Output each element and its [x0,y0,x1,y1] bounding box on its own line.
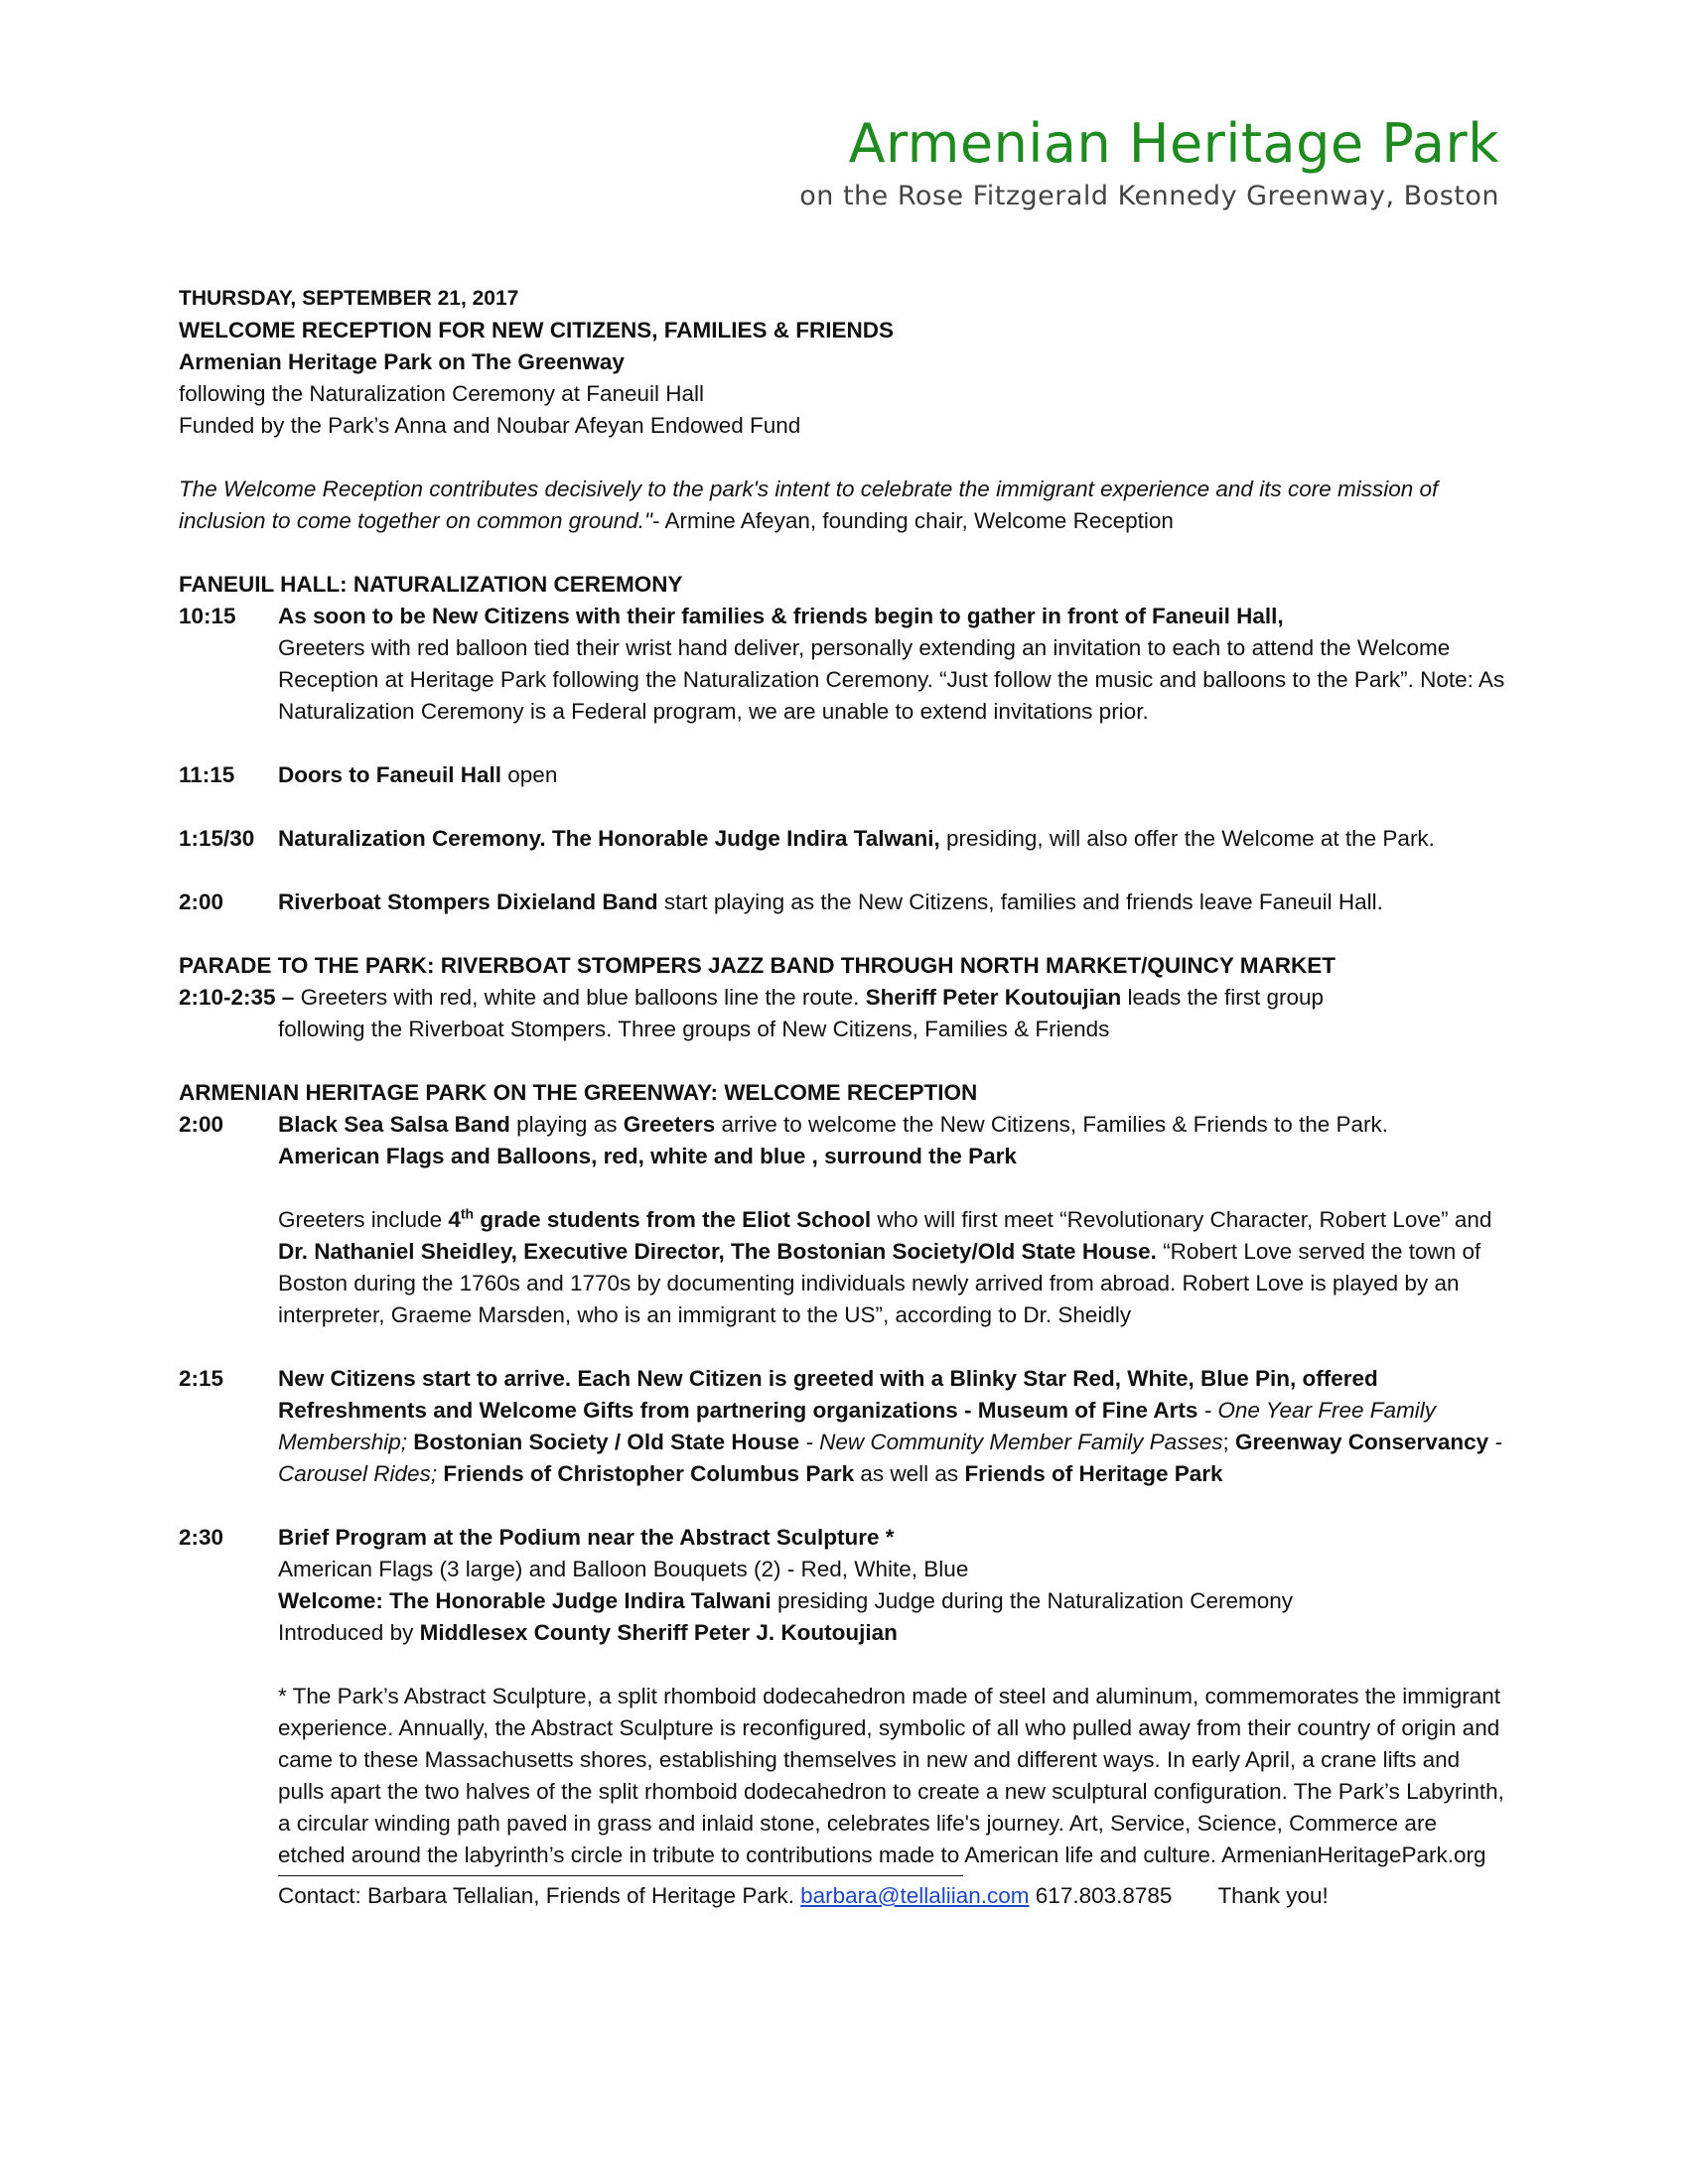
schedule-italic: - Carousel Rides; [278,1430,1502,1486]
schedule-text: leads the first group [1121,985,1325,1010]
schedule-highlight: Middlesex County Sheriff Peter J. Koutoujian [419,1620,898,1645]
schedule-highlight: Brief Program at the Podium near the Abstract Sculpture * [278,1525,895,1550]
schedule-time: 10:15 [179,604,236,628]
schedule-item [179,1522,1509,1649]
schedule-highlight: Riverboat Stompers Dixieland Band [278,889,658,914]
schedule-text: presiding, will also offer the Welcome at the Park. [939,826,1435,851]
schedule-text: open [501,762,558,787]
quote-block [179,474,1509,537]
schedule-text: playing as [509,1112,624,1137]
quote-text: The Welcome Reception contributes decisively to the park's intent to celebrate the immigrant experience and its core mission of inclusion to come together on common ground." [179,477,1439,533]
event-title: WELCOME RECEPTION FOR NEW CITIZENS, FAMILIES & FRIENDS [179,318,895,342]
event-funding: Funded by the Park’s Anna and Noubar Afeyan Endowed Fund [179,413,801,438]
schedule-text: presiding Judge during the Naturalization Ceremony [771,1588,1294,1613]
letterhead [799,112,1499,211]
schedule-highlight: Welcome: The Honorable Judge Indira Talwani [278,1588,772,1613]
schedule-highlight: Greenway Conservancy [1234,1430,1489,1454]
paragraph-highlight: grade students from the Eliot School [474,1207,872,1232]
superscript: th [460,1205,475,1222]
schedule-text: American Flags (3 large) and Balloon Bouquets (2) - Red, White, Blue [278,1557,969,1581]
schedule-time: 2:00 [179,1112,224,1137]
schedule-text: ; [1222,1430,1235,1454]
schedule-item [179,601,1509,728]
schedule-highlight: As soon to be New Citizens with their families & friends begin to gather in front of Faneuil Hall, [278,604,1284,628]
section-heading: FANEUIL HALL: NATURALIZATION CEREMONY [179,572,683,597]
schedule-text: Introduced by [278,1620,420,1645]
schedule-time: 2:00 [179,889,224,914]
schedule-time: 1:15/30 [179,826,255,851]
parade-item [179,982,1509,1014]
schedule-highlight: Bostonian Society / Old State House [407,1430,806,1454]
event-date: THURSDAY, SEPTEMBER 21, 2017 [179,287,519,310]
schedule-highlight: Friends of Christopher Columbus Park [437,1461,855,1486]
schedule-highlight: Greeters [623,1112,716,1137]
schedule-text: arrive to welcome the New Citizens, Families & Friends to the Park. [715,1112,1389,1137]
schedule-time: 11:15 [179,762,235,787]
schedule-highlight: Doors to Faneuil Hall [278,762,502,787]
paragraph-text: “Robert Love served the town of Boston during the 1760s and 1770s by documenting individuals newly arrived from abroad. Robert Love is played by an interpreter, Graeme Marsden, who is an immigrant to the US”, according to Dr. Sheidly [278,1239,1481,1327]
schedule-desc [278,601,1509,728]
quote-attribution: - Armine Afeyan, founding chair, Welcome Reception [652,508,1174,533]
paragraph-highlight: 4 [448,1207,461,1232]
section-heading: ARMENIAN HERITAGE PARK ON THE GREENWAY: WELCOME RECEPTION [179,1080,978,1105]
paragraph-text: Greeters include [278,1207,449,1232]
schedule-item [179,1363,1509,1490]
schedule-highlight: Naturalization Ceremony. The Honorable Judge Indira Talwani, [278,826,940,851]
thank-you-text: Thank you! [1217,1883,1329,1908]
schedule-text: Greeters with red, white and blue balloons line the route. [294,985,866,1010]
schedule-text: start playing as the New Citizens, families and friends leave Faneuil Hall. [657,889,1383,914]
paragraph-highlight: Dr. Nathaniel Sheidley, Executive Director, The Bostonian Society/Old State House. [278,1239,1157,1264]
schedule-highlight: Black Sea Salsa Band [278,1112,510,1137]
document-body [179,283,1509,1912]
schedule-text: Greeters with red balloon tied their wrist hand deliver, personally extending an invitation to each to attend the Welcome Reception at Heritage Park following the Naturalization Ceremony. “Just follow the music and balloons to the Park”. Note: As Naturalization Ceremony is a Federal program, we are unable to extend invitations prior. [278,635,1505,724]
schedule-highlight: New Citizens start to arrive. Each New Citizen is greeted with a Blinky Star Red, White, Blue Pin, offered Refreshments and Welcome Gifts from partnering organizations - Museum of Fine Arts [278,1366,1378,1423]
contact-text: Contact: Barbara Tellalian, Friends of Heritage Park. [278,1883,801,1908]
event-following: following the Naturalization Ceremony at Faneuil Hall [179,381,705,406]
schedule-item [179,759,1509,791]
greeters-paragraph [179,1204,1509,1331]
schedule-time: 2:15 [179,1366,224,1391]
schedule-item [179,823,1509,855]
event-venue: Armenian Heritage Park on The Greenway [179,349,625,374]
schedule-highlight: Sheriff Peter Koutoujian [865,985,1122,1010]
footnote-paragraph: * The Park’s Abstract Sculpture, a split rhomboid dodecahedron made of steel and aluminum, commemorates the immigrant experience. Annually, the Abstract Sculpture is reconfigured, symbolic of all who pulled away from their country of origin and came to these Massachusetts shores, establishing themselves in new and different ways. In early April, a crane lifts and pulls apart the two halves of the split rhomboid dodecahedron to create a new sculptural configuration. The Park’s Labyrinth, a circular winding path paved in grass and inlaid stone, celebrates life's journey. Art, Service, Science, Commerce are etched around the labyrinth’s circle in tribute to contributions made to American life and culture. ArmenianHeritagePark.org [278,1684,1504,1867]
schedule-item [179,887,1509,918]
section-heading: PARADE TO THE PARK: RIVERBOAT STOMPERS JAZZ BAND THROUGH NORTH MARKET/QUINCY MARKET [179,953,1336,978]
schedule-italic: - New Community Member Family Passes [805,1430,1223,1454]
divider [278,1875,963,1876]
contact-line [179,1880,1509,1912]
schedule-highlight: Friends of Heritage Park [964,1461,1223,1486]
contact-phone: 617.803.8785 [1029,1883,1173,1908]
schedule-italic: - One Year Free Family Membership; [278,1398,1437,1454]
email-link[interactable]: barbara@tellaliian.com [800,1883,1030,1908]
schedule-time: 2:10-2:35 – [179,985,295,1010]
parade-continuation: following the Riverboat Stompers. Three groups of New Citizens, Families & Friends [278,1017,1110,1041]
schedule-text: as well as [854,1461,965,1486]
schedule-item [179,1109,1509,1172]
schedule-highlight: American Flags and Balloons, red, white and blue , surround the Park [278,1144,1017,1168]
park-subtitle: on the Rose Fitzgerald Kennedy Greenway, Boston [799,181,1499,211]
park-title: Armenian Heritage Park [848,112,1499,175]
schedule-time: 2:30 [179,1525,224,1550]
paragraph-text: who will first meet “Revolutionary Character, Robert Love” and [871,1207,1492,1232]
